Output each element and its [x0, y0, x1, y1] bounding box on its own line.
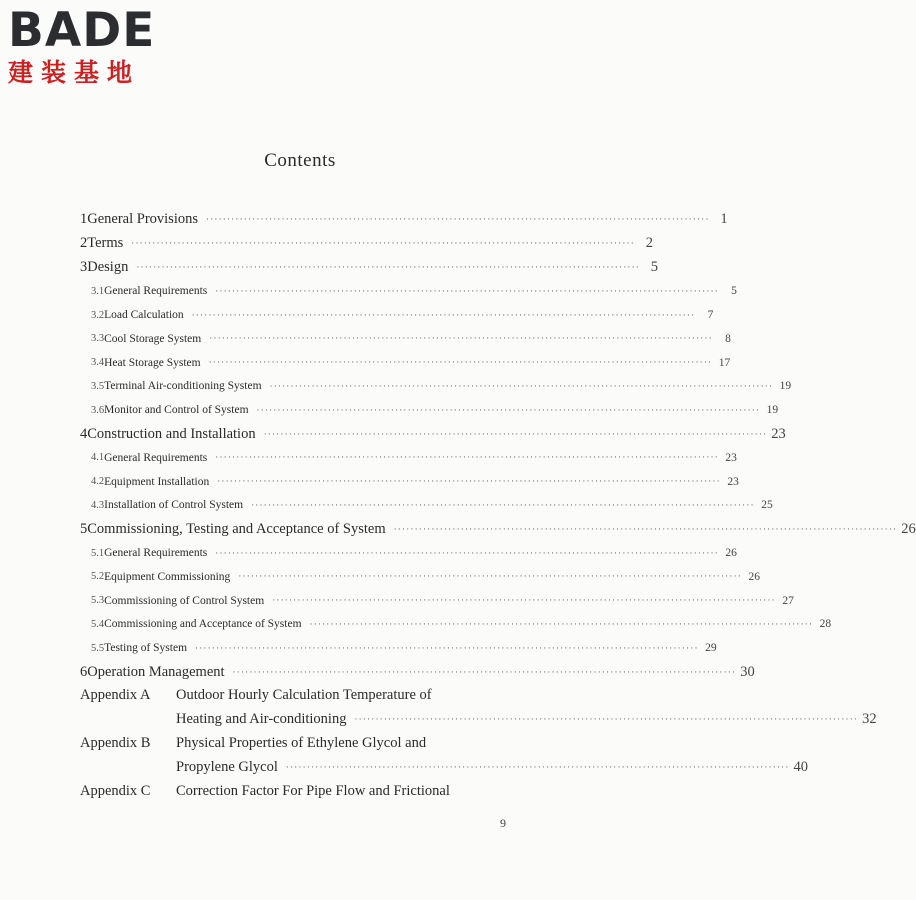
toc-section-row — [80, 303, 714, 327]
toc-page-number: 30 — [740, 663, 755, 680]
toc-number: 3.6 — [91, 404, 105, 416]
toc-page-number: 1 — [720, 211, 728, 228]
toc-title: Installation of Control System — [104, 499, 244, 512]
toc-page-number: 19 — [779, 380, 792, 393]
toc-section-row — [80, 494, 773, 518]
toc-appendix-title-cont: Propylene Glycol — [176, 759, 278, 776]
toc-number: 3.3 — [91, 333, 105, 345]
toc-title: Load Calculation — [104, 309, 184, 322]
toc-number: 4.2 — [91, 476, 105, 488]
toc-page-number: 26 — [901, 520, 916, 537]
toc-page-number: 23 — [771, 425, 786, 442]
toc-number: 3.2 — [91, 309, 105, 321]
toc-title: General Provisions — [87, 211, 198, 228]
toc-page-number: 7 — [707, 309, 714, 322]
toc-page-number: 23 — [725, 451, 737, 464]
toc-appendix-row — [80, 756, 809, 780]
toc-section-row — [80, 446, 737, 470]
toc-title: Monitor and Control of System — [104, 404, 249, 417]
toc-leader-dots: ························································································································ — [217, 476, 721, 487]
toc-leader-dots: ························································································································ — [215, 547, 719, 558]
toc-page-number: 40 — [793, 759, 809, 776]
toc-leader-dots: ························································································································ — [232, 666, 737, 677]
toc-number: 5 — [80, 520, 88, 537]
toc-chapter-row — [80, 422, 786, 446]
toc-number: 1 — [80, 211, 88, 228]
toc-page-number: 25 — [761, 499, 773, 512]
toc-appendix-label: Appendix B — [80, 735, 151, 752]
toc-number: 5.4 — [91, 618, 105, 630]
toc-page-number: 26 — [725, 547, 737, 560]
toc-appendix-row — [80, 708, 877, 732]
toc-leader-dots: ························································································································ — [285, 762, 790, 773]
toc-number: 3.1 — [91, 285, 105, 297]
toc-number: 2 — [80, 235, 88, 252]
toc-chapter-row — [80, 517, 916, 541]
toc-section-row — [80, 589, 794, 613]
toc-section-row — [80, 279, 737, 303]
toc-page-number: 32 — [862, 711, 877, 728]
toc-chapter-row — [80, 208, 728, 232]
toc-title: Cool Storage System — [104, 332, 202, 345]
toc-leader-dots: ························································································································ — [269, 380, 774, 391]
toc-number: 5.5 — [91, 642, 105, 654]
toc-section-row — [80, 470, 739, 494]
toc-title: Testing of System — [104, 642, 188, 655]
toc-page-number: 28 — [819, 618, 832, 631]
toc-leader-dots: ························································································································ — [309, 618, 814, 629]
toc-title: Commissioning and Acceptance of System — [104, 618, 302, 631]
toc-number: 3.4 — [91, 357, 105, 369]
toc-number: 4.1 — [91, 452, 105, 464]
toc-leader-dots: ························································································································ — [131, 238, 635, 249]
toc-number: 4 — [80, 425, 88, 442]
toc-number: 5.1 — [91, 547, 105, 559]
toc-appendix-label: Appendix A — [80, 687, 151, 704]
toc-section-row — [80, 398, 779, 422]
toc-title: Operation Management — [87, 663, 225, 680]
logo-wordmark: BADE — [8, 3, 156, 58]
toc-appendix-row — [80, 684, 530, 708]
toc-page-number: 5 — [650, 258, 658, 275]
toc-leader-dots: ························································································································ — [208, 357, 713, 368]
toc-leader-dots: ························································································································ — [191, 309, 696, 320]
toc-appendix-label: Appendix C — [80, 783, 151, 800]
toc-page-number: 2 — [645, 235, 653, 252]
logo-subtitle: 建装基地 — [8, 58, 141, 87]
toc-number: 4.3 — [91, 499, 105, 511]
page-number: 9 — [500, 816, 506, 830]
toc-chapter-row — [80, 256, 658, 280]
toc-number: 6 — [80, 663, 88, 680]
toc-page-number: 19 — [766, 404, 779, 417]
toc-section-row — [80, 375, 792, 399]
toc-leader-dots: ························································································································ — [238, 571, 742, 582]
toc-leader-dots: ························································································································ — [215, 452, 719, 463]
toc-leader-dots: ························································································································ — [393, 523, 898, 534]
toc-leader-dots: ························································································································ — [251, 499, 755, 510]
toc-leader-dots: ························································································································ — [256, 404, 761, 415]
toc-section-row — [80, 613, 832, 637]
logo — [8, 3, 178, 88]
toc-page-number: 27 — [782, 594, 794, 607]
toc-page-number: 8 — [725, 332, 731, 345]
toc-number: 5.3 — [91, 595, 105, 607]
toc-leader-dots: ························································································································ — [354, 714, 859, 725]
toc-leader-dots: ························································································································ — [272, 595, 776, 606]
toc-chapter-row — [80, 232, 653, 256]
toc-title: Terminal Air-conditioning System — [104, 380, 262, 393]
toc-title: Equipment Installation — [104, 475, 210, 488]
toc-leader-dots: ························································································································ — [195, 642, 699, 653]
toc-leader-dots: ························································································································ — [263, 428, 768, 439]
toc-page-number: 23 — [727, 475, 739, 488]
toc-leader-dots: ························································································································ — [209, 333, 713, 344]
toc-section-row — [80, 327, 731, 351]
page-title: Contents — [264, 150, 336, 171]
toc-title: Heat Storage System — [104, 356, 201, 369]
toc-appendix — [80, 684, 877, 732]
toc-title: Terms — [87, 235, 124, 252]
toc-appendix-title: Physical Properties of Ethylene Glycol and — [176, 735, 427, 752]
toc-section-row — [80, 541, 737, 565]
toc-title: Construction and Installation — [87, 425, 256, 442]
toc-chapter-row — [80, 660, 755, 684]
toc-leader-dots: ························································································································ — [215, 285, 719, 296]
toc-number: 3.5 — [91, 380, 105, 392]
toc-appendix — [80, 780, 530, 804]
toc-page-number: 17 — [718, 356, 731, 369]
toc-number: 3 — [80, 258, 88, 275]
table-of-contents — [80, 208, 916, 804]
toc-appendix-title-cont: Heating and Air-conditioning — [176, 711, 347, 728]
toc-page-number: 26 — [748, 570, 760, 583]
toc-leader-dots: ························································································································ — [136, 261, 640, 272]
toc-appendix-title: Outdoor Hourly Calculation Temperature of — [176, 687, 432, 704]
toc-title: General Requirements — [104, 285, 208, 298]
toc-title: Commissioning, Testing and Acceptance of System — [87, 520, 386, 537]
toc-appendix-title: Correction Factor For Pipe Flow and Frictional — [176, 783, 450, 800]
toc-appendix-row — [80, 732, 530, 756]
toc-section-row — [80, 636, 717, 660]
toc-title: General Requirements — [104, 451, 208, 464]
toc-appendix — [80, 732, 809, 780]
toc-leader-dots: ························································································································ — [206, 214, 710, 225]
toc-appendix-row — [80, 780, 530, 804]
toc-title: Design — [87, 258, 129, 275]
toc-number: 5.2 — [91, 571, 105, 583]
toc-section-row — [80, 351, 731, 375]
toc-title: Equipment Commissioning — [104, 570, 231, 583]
toc-page-number: 29 — [705, 642, 717, 655]
toc-title: General Requirements — [104, 547, 208, 560]
toc-page-number: 5 — [731, 285, 737, 298]
toc-title: Commissioning of Control System — [104, 594, 265, 607]
toc-section-row — [80, 565, 760, 589]
